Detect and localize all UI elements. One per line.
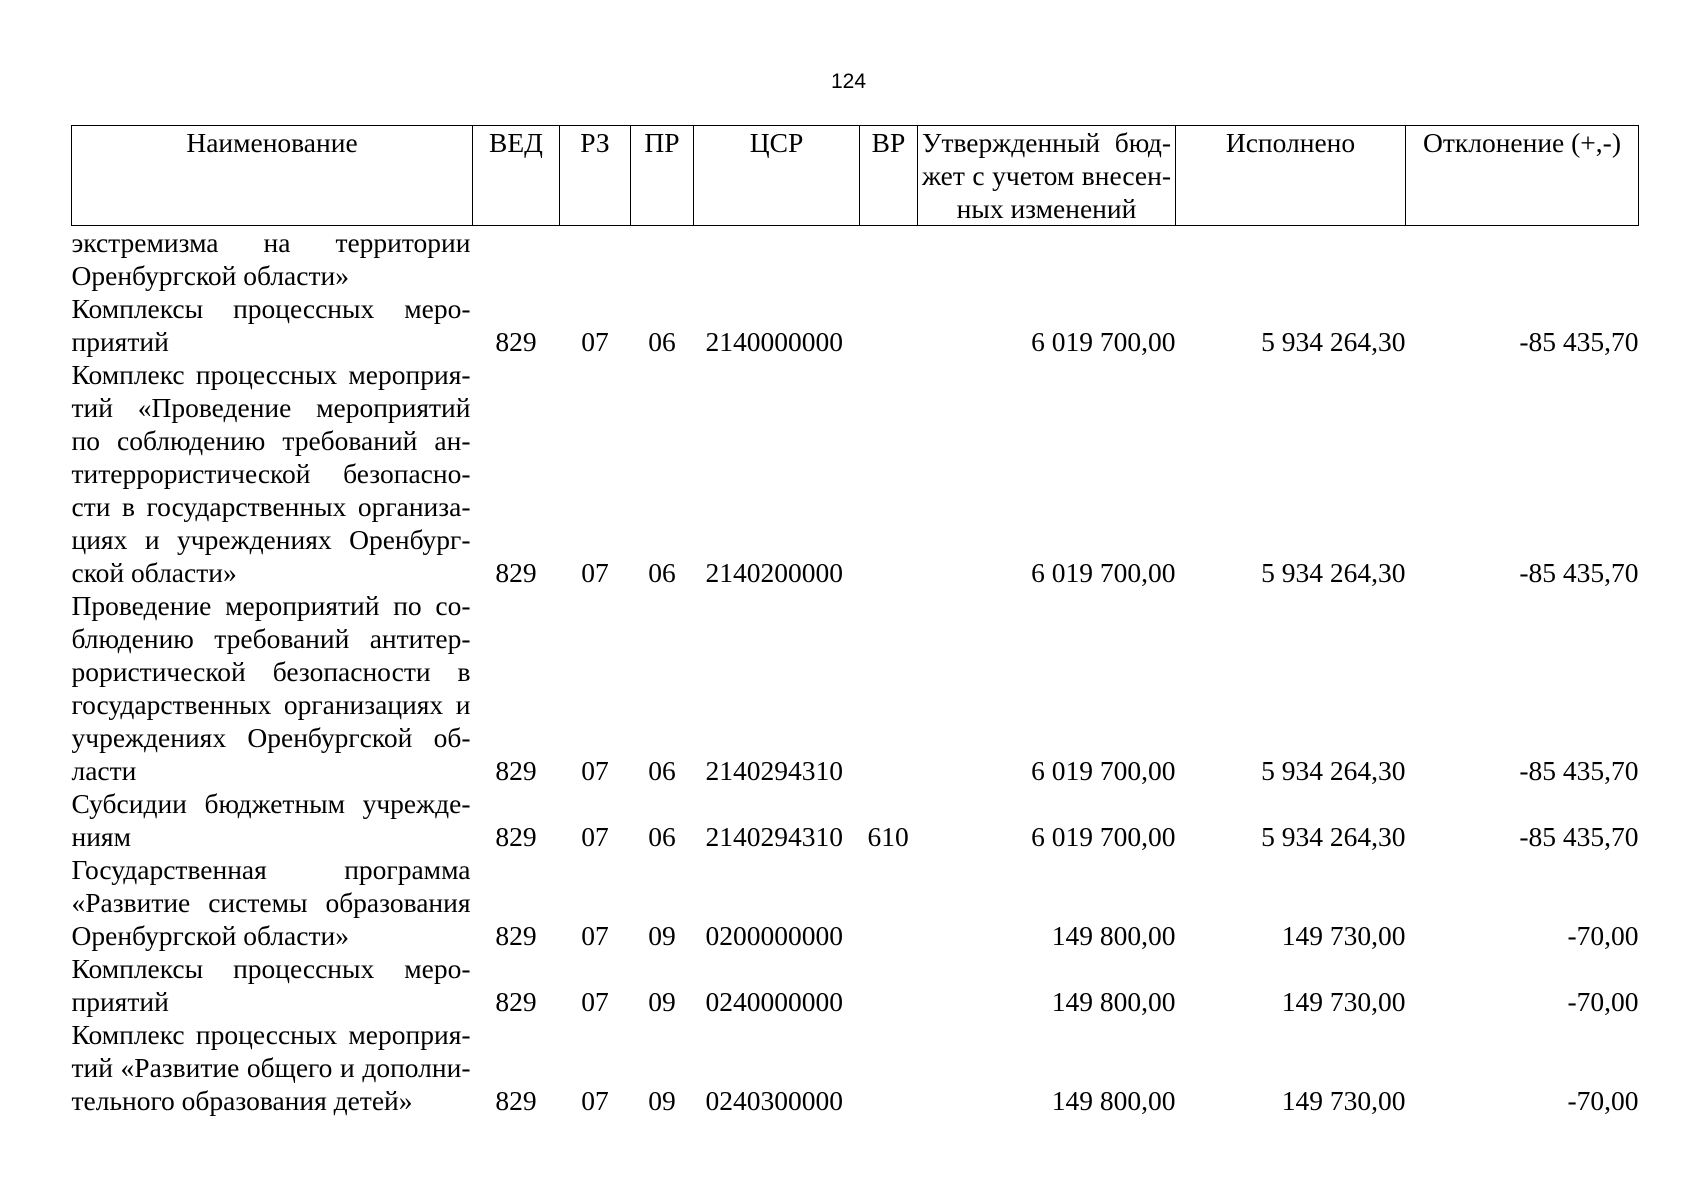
row-name-line: Субсидии бюджетным учрежде- (71, 788, 471, 819)
row-approved-budget (918, 226, 1176, 293)
row-ved: 829 (495, 755, 537, 786)
row-deviation: -70,00 (1567, 986, 1639, 1017)
row-vr (860, 589, 918, 787)
row-rz (560, 226, 631, 293)
row-deviation: -70,00 (1567, 1085, 1639, 1116)
row-deviation: -85 435,70 (1519, 326, 1639, 357)
row-rz: 07 (581, 326, 609, 357)
row-deviation: -85 435,70 (1519, 557, 1639, 588)
row-name-line: тий «Развитие общего и дополни- (71, 1052, 471, 1083)
table-row (72, 787, 1639, 853)
row-executed: 5 934 264,30 (1261, 821, 1406, 852)
row-name (72, 226, 473, 293)
row-csr: 0200000000 (705, 920, 843, 951)
row-name-line: титеррористической безопасно- (71, 458, 471, 489)
header-vr: ВР (860, 126, 918, 226)
budget-execution-table (71, 125, 1639, 1117)
row-name-line: Комплексы процессных меро- (71, 293, 471, 324)
row-csr (694, 226, 860, 293)
row-name-line: Государственная программа (71, 854, 471, 885)
table-row (72, 226, 1639, 293)
row-name-line: Комплекс процессных мероприя- (71, 359, 471, 390)
header-name: Наименование (72, 126, 473, 226)
row-pr: 06 (648, 557, 676, 588)
row-pr: 09 (648, 1085, 676, 1116)
row-vr: 610 (867, 821, 909, 852)
row-pr (631, 226, 694, 293)
header-deviation: Отклонение (+,-) (1406, 126, 1639, 226)
row-ved: 829 (495, 557, 537, 588)
row-name (72, 589, 473, 787)
row-executed: 5 934 264,30 (1261, 755, 1406, 786)
row-vr (860, 226, 918, 293)
row-rz: 07 (581, 821, 609, 852)
header-approved-budget: Утвержденный бюд-жет с учетом внесен-ных изменений (918, 126, 1176, 226)
row-name-last-line: ласти (71, 755, 137, 786)
table-body (72, 226, 1639, 1118)
row-vr (860, 358, 918, 589)
row-name-line: Комплекс процессных мероприя- (71, 1019, 471, 1050)
table-row (72, 952, 1639, 1018)
row-name-last-line: Оренбургской области» (71, 260, 349, 291)
row-approved-budget: 149 800,00 (1051, 920, 1176, 951)
row-csr: 2140200000 (705, 557, 843, 588)
row-name-line: учреждениях Оренбургской об- (71, 722, 471, 753)
table-row (72, 853, 1639, 952)
row-name-line: «Развитие системы образования (71, 887, 471, 918)
row-name-line: Проведение мероприятий по со- (71, 590, 471, 621)
row-executed: 5 934 264,30 (1261, 557, 1406, 588)
row-approved-budget: 6 019 700,00 (1031, 557, 1176, 588)
row-pr: 06 (648, 755, 676, 786)
row-name-line: по соблюдению требований ан- (71, 425, 471, 456)
row-name-last-line: ниям (71, 821, 131, 852)
row-name (72, 853, 473, 952)
row-name-line: рористической безопасности в (71, 656, 471, 687)
row-deviation: -85 435,70 (1519, 821, 1639, 852)
row-name-line: тий «Проведение мероприятий (71, 392, 471, 423)
row-name-line: блюдению требований антитер- (71, 623, 471, 654)
row-deviation (1406, 226, 1639, 293)
row-ved: 829 (495, 821, 537, 852)
row-csr: 2140000000 (705, 326, 843, 357)
row-ved: 829 (495, 920, 537, 951)
row-pr: 06 (648, 326, 676, 357)
row-csr: 2140294310 (705, 821, 843, 852)
row-name-last-line: ской области» (71, 557, 237, 588)
row-deviation: -70,00 (1567, 920, 1639, 951)
row-name-last-line: приятий (71, 986, 169, 1017)
row-csr: 0240300000 (705, 1085, 843, 1116)
row-vr (860, 1018, 918, 1117)
row-executed: 149 730,00 (1281, 1085, 1406, 1116)
header-executed: Исполнено (1176, 126, 1406, 226)
row-pr: 06 (648, 821, 676, 852)
row-rz: 07 (581, 986, 609, 1017)
header-rz: РЗ (560, 126, 631, 226)
row-deviation: -85 435,70 (1519, 755, 1639, 786)
row-csr: 2140294310 (705, 755, 843, 786)
page-number: 124 (830, 70, 867, 93)
row-name (72, 1018, 473, 1117)
row-executed: 149 730,00 (1281, 920, 1406, 951)
header-ved: ВЕД (473, 126, 560, 226)
row-rz: 07 (581, 1085, 609, 1116)
header-pr: ПР (631, 126, 694, 226)
row-vr (860, 853, 918, 952)
row-name-line: сти в государственных организа- (71, 491, 471, 522)
table-row (72, 589, 1639, 787)
row-name-last-line: Оренбургской области» (71, 920, 349, 951)
table-row (72, 292, 1639, 358)
row-csr: 0240000000 (705, 986, 843, 1017)
row-name-line: государственных организациях и (71, 689, 471, 720)
row-pr: 09 (648, 920, 676, 951)
row-name (72, 952, 473, 1018)
row-executed: 149 730,00 (1281, 986, 1406, 1017)
row-name-last-line: тельного образования детей» (71, 1085, 413, 1116)
row-vr (860, 952, 918, 1018)
row-approved-budget: 6 019 700,00 (1031, 821, 1176, 852)
row-rz: 07 (581, 755, 609, 786)
row-name-line: Комплексы процессных меро- (71, 953, 471, 984)
row-rz: 07 (581, 920, 609, 951)
row-executed (1176, 226, 1406, 293)
row-name-line: циях и учреждениях Оренбург- (71, 524, 471, 555)
table-header-row (72, 126, 1639, 226)
row-ved (473, 226, 560, 293)
header-csr: ЦСР (694, 126, 860, 226)
row-rz: 07 (581, 557, 609, 588)
row-name-line: экстремизма на территории (71, 227, 471, 258)
row-ved: 829 (495, 326, 537, 357)
row-approved-budget: 6 019 700,00 (1031, 755, 1176, 786)
row-approved-budget: 6 019 700,00 (1031, 326, 1176, 357)
row-name (72, 358, 473, 589)
row-pr: 09 (648, 986, 676, 1017)
table-row (72, 358, 1639, 589)
row-name (72, 787, 473, 853)
row-vr (860, 292, 918, 358)
row-name-last-line: приятий (71, 326, 169, 357)
row-ved: 829 (495, 1085, 537, 1116)
row-approved-budget: 149 800,00 (1051, 1085, 1176, 1116)
table-row (72, 1018, 1639, 1117)
row-name (72, 292, 473, 358)
row-ved: 829 (495, 986, 537, 1017)
row-approved-budget: 149 800,00 (1051, 986, 1176, 1017)
row-executed: 5 934 264,30 (1261, 326, 1406, 357)
